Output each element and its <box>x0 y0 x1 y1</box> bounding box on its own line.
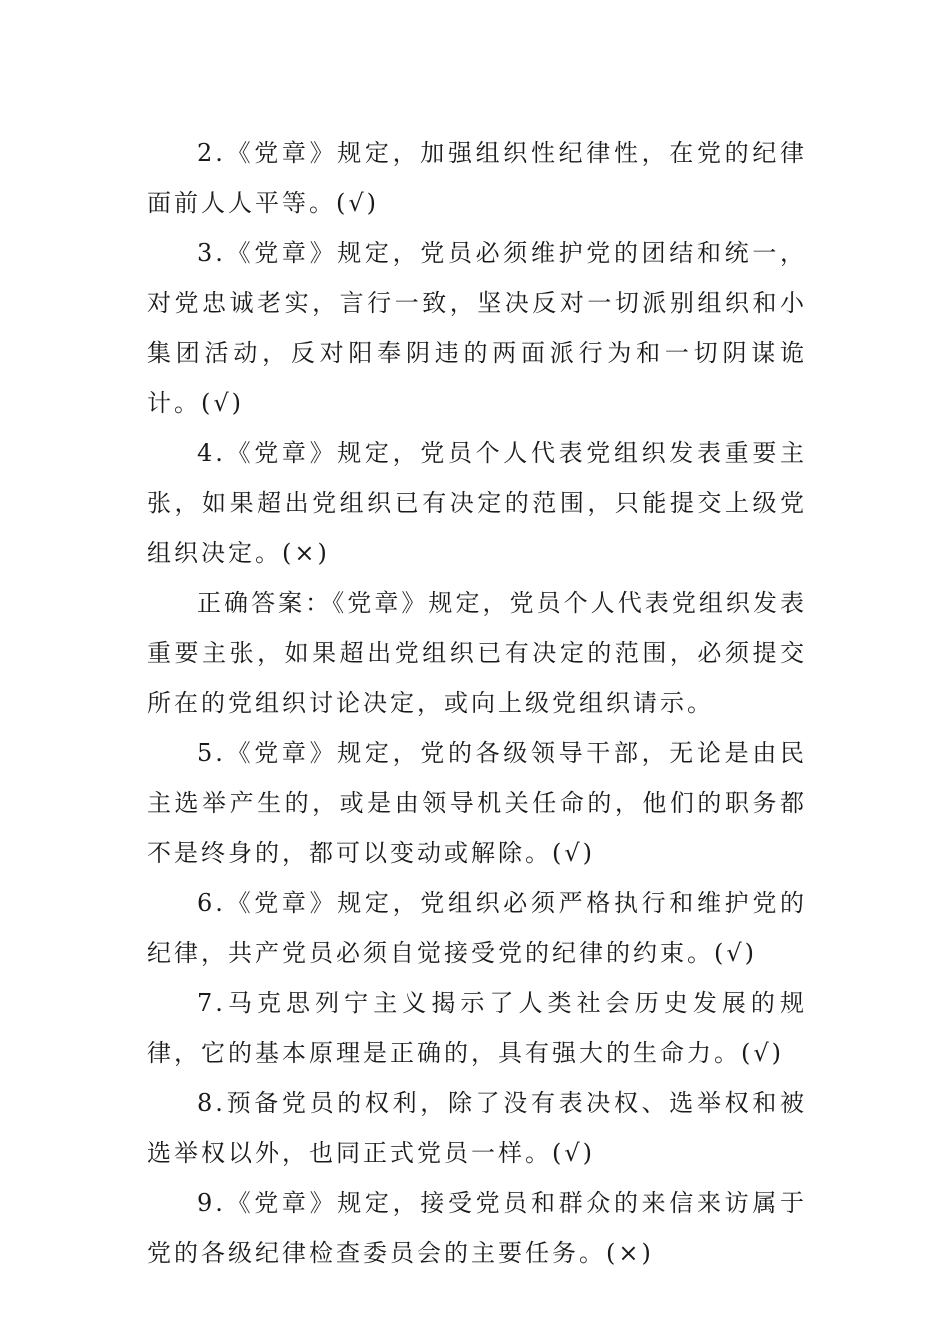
document-body <box>147 128 807 1278</box>
question-9: 9.《党章》规定，接受党员和群众的来信来访属于党的各级纪律检查委员会的主要任务。(×) <box>147 1189 807 1267</box>
question-4: 4.《党章》规定，党员个人代表党组织发表重要主张，如果超出党组织已有决定的范围，只能提交上级党组织决定。(×) <box>147 439 807 567</box>
question-2: 2.《党章》规定，加强组织性纪律性，在党的纪律面前人人平等。(√) <box>147 139 807 217</box>
question-5: 5.《党章》规定，党的各级领导干部，无论是由民主选举产生的，或是由领导机关任命的，他们的职务都不是终身的，都可以变动或解除。(√) <box>147 739 807 867</box>
question-7: 7.马克思列宁主义揭示了人类社会历史发展的规律，它的基本原理是正确的，具有强大的生命力。(√) <box>147 989 807 1067</box>
correct-answer-4: 正确答案：《党章》规定，党员个人代表党组织发表重要主张，如果超出党组织已有决定的范围，必须提交所在的党组织讨论决定，或向上级党组织请示。 <box>147 589 807 717</box>
question-6: 6.《党章》规定，党组织必须严格执行和维护党的纪律，共产党员必须自觉接受党的纪律的约束。(√) <box>147 889 807 967</box>
question-8: 8.预备党员的权利，除了没有表决权、选举权和被选举权以外，也同正式党员一样。(√) <box>147 1089 807 1167</box>
question-3: 3.《党章》规定，党员必须维护党的团结和统一，对党忠诚老实，言行一致，坚决反对一切派别组织和小集团活动，反对阳奉阴违的两面派行为和一切阴谋诡计。(√) <box>147 239 807 417</box>
